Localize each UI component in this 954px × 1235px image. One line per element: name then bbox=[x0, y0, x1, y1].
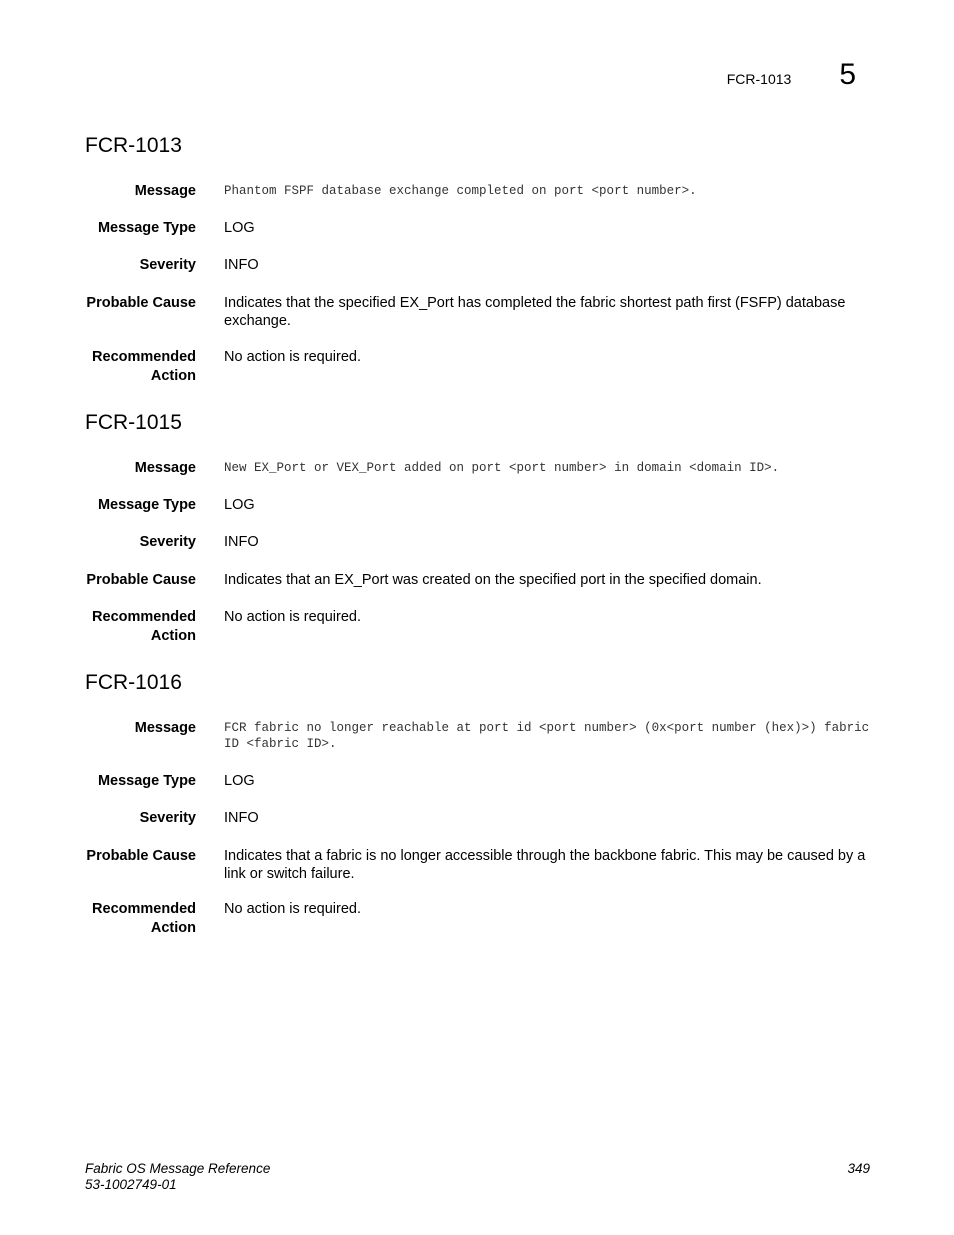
message-label: Message bbox=[134, 460, 196, 476]
probable-cause-text: Indicates that an EX_Port was created on the specified port in the specified domain. bbox=[224, 572, 762, 588]
message-type-value: LOG bbox=[224, 773, 255, 789]
message-type-label: Message Type bbox=[97, 773, 196, 789]
recommended-action-text: No action is required. bbox=[224, 349, 362, 365]
message-text: New EX_Port or VEX_Port added on port <port number> in domain <domain ID>. bbox=[224, 461, 780, 475]
severity-label: Severity bbox=[139, 257, 196, 273]
entry-title: FCR-1016 bbox=[85, 671, 182, 694]
message-type-value: LOG bbox=[224, 220, 255, 236]
chapter-number: 5 bbox=[839, 58, 856, 91]
severity-value: INFO bbox=[224, 257, 259, 273]
footer-doc-title: Fabric OS Message Reference bbox=[85, 1161, 271, 1176]
severity-value: INFO bbox=[224, 810, 259, 826]
recommended-action-text: No action is required. bbox=[224, 609, 362, 625]
probable-cause-label: Probable Cause bbox=[86, 848, 196, 864]
recommended-action-label: Recommended Action bbox=[92, 609, 196, 644]
running-header-title: FCR-1013 bbox=[726, 71, 792, 87]
recommended-action-label: Recommended Action bbox=[92, 901, 196, 936]
message-type-label: Message Type bbox=[97, 497, 196, 513]
probable-cause-label: Probable Cause bbox=[86, 572, 196, 588]
severity-value: INFO bbox=[224, 534, 259, 550]
page-number: 349 bbox=[847, 1161, 870, 1176]
recommended-action-text: No action is required. bbox=[224, 901, 362, 917]
page-footer bbox=[85, 1161, 870, 1193]
message-label: Message bbox=[134, 720, 196, 736]
message-text: FCR fabric no longer reachable at port id <port number> (0x<port number (hex)>) fabric ID <fabric ID>. bbox=[224, 721, 870, 751]
severity-label: Severity bbox=[139, 810, 196, 826]
message-type-label: Message Type bbox=[97, 220, 196, 236]
entry-title: FCR-1015 bbox=[85, 411, 182, 434]
probable-cause-text: Indicates that the specified EX_Port has completed the fabric shortest path first (FSFP) database exchange. bbox=[224, 295, 846, 329]
recommended-action-label: Recommended Action bbox=[92, 349, 196, 384]
message-type-value: LOG bbox=[224, 497, 255, 513]
message-label: Message bbox=[134, 183, 196, 199]
severity-label: Severity bbox=[139, 534, 196, 550]
footer-doc-number: 53-1002749-01 bbox=[85, 1177, 177, 1192]
entry-title: FCR-1013 bbox=[85, 134, 182, 157]
running-header bbox=[727, 58, 856, 92]
message-text: Phantom FSPF database exchange completed on port <port number>. bbox=[224, 184, 697, 198]
probable-cause-label: Probable Cause bbox=[86, 295, 196, 311]
probable-cause-text: Indicates that a fabric is no longer accessible through the backbone fabric. This may be caused by a link or switch failure. bbox=[224, 848, 866, 882]
